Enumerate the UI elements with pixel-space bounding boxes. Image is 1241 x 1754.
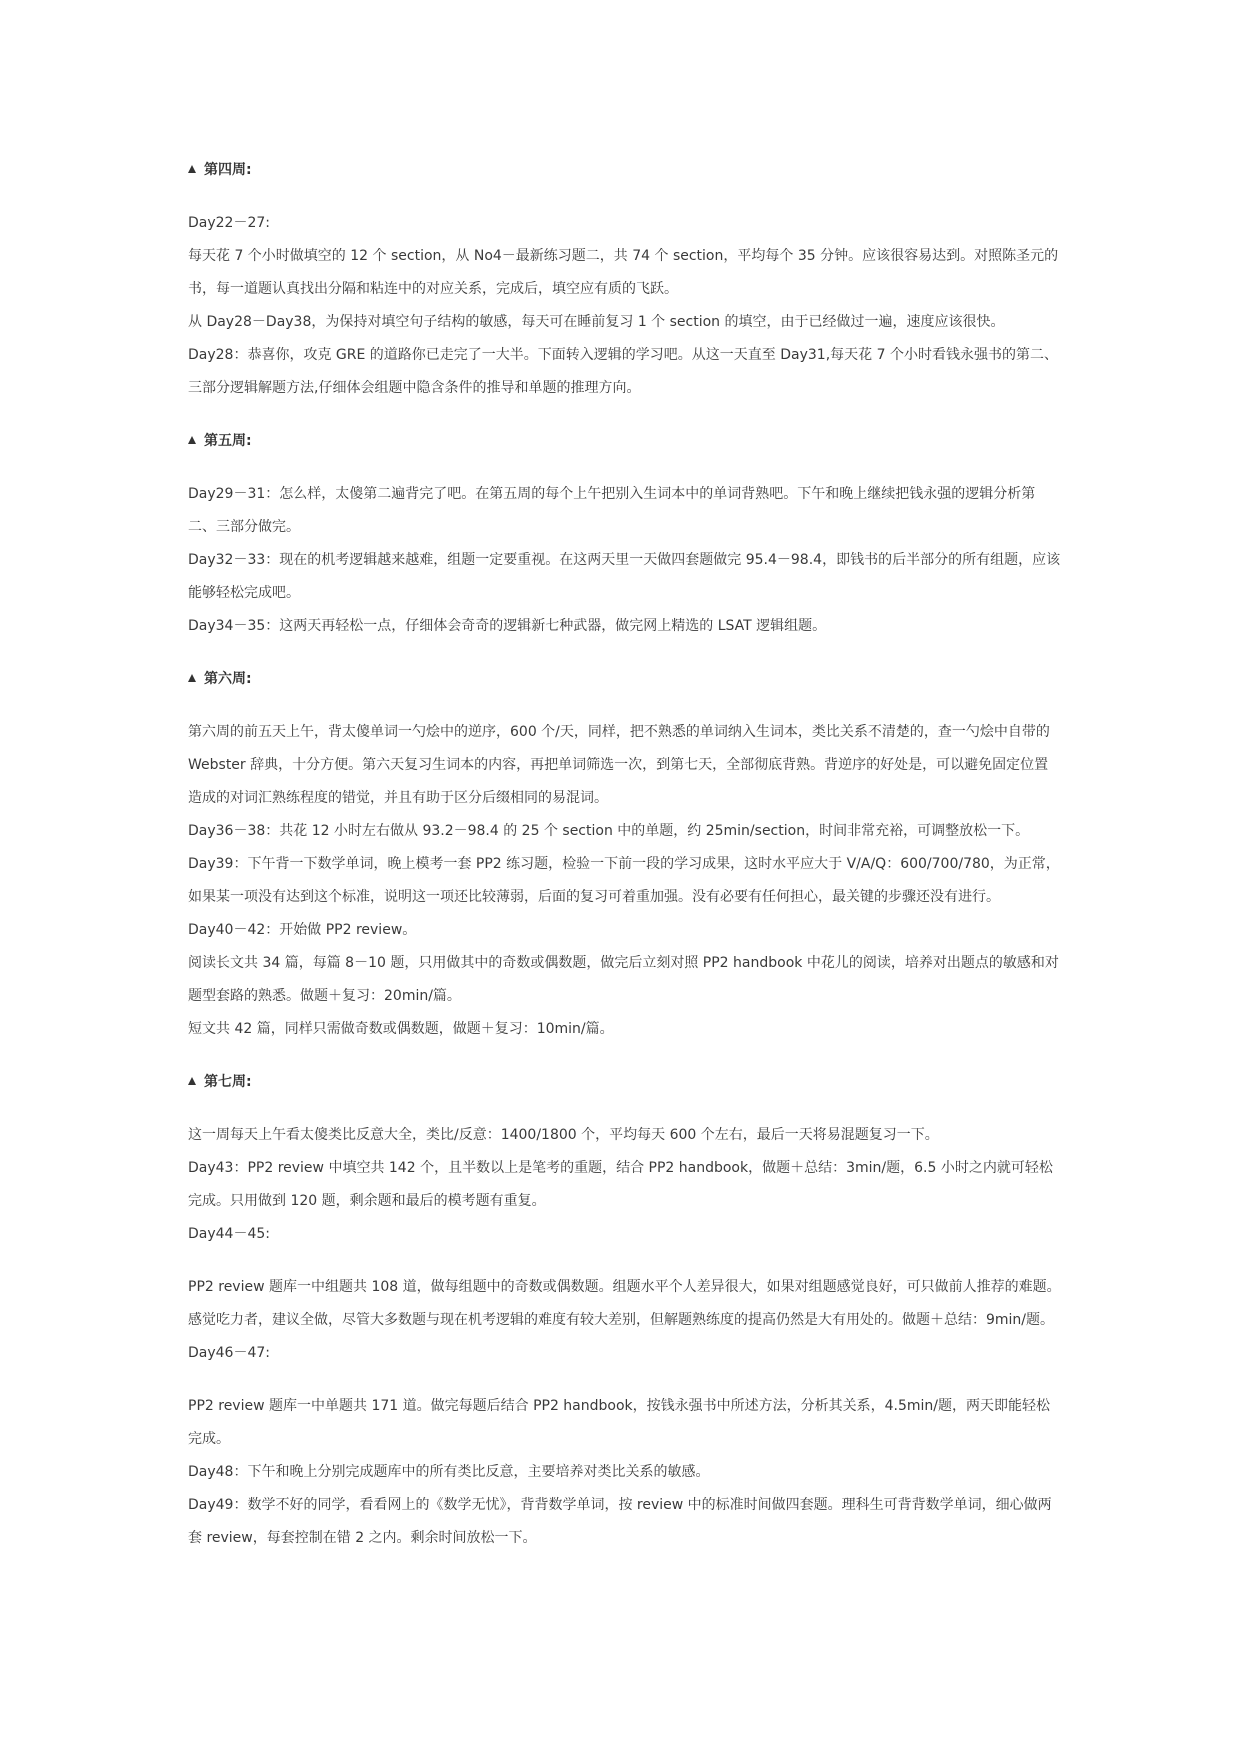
week-heading-label: 第七周: — [204, 1074, 252, 1090]
week-heading — [188, 663, 1062, 696]
week-heading-label: 第四周: — [204, 162, 252, 178]
paragraph: Day44－45: — [188, 1226, 270, 1242]
triangle-bullet-icon — [188, 674, 196, 682]
paragraph: Day46－47: — [188, 1345, 270, 1361]
paragraph: PP2 review 题库一中单题共 171 道。做完每题后结合 PP2 handbook，按钱永强书中所述方法，分析其关系，4.5min/题，两天即能轻松完成。 — [188, 1398, 1051, 1447]
paragraph: 第六周的前五天上午，背太傻单词一勺烩中的逆序，600 个/天，同样，把不熟悉的单词纳入生词本，类比关系不清楚的，查一勺烩中自带的 Webster 辞典，十分方便。第六天复习生词本的内容，再把单词筛选一次，到第七天，全部彻底背熟。背逆序的好处是，可以避免固定位置造成的对词汇熟练程度的错觉，并且有助于区分后缀相同的易混词。 — [188, 724, 1050, 806]
paragraph: Day22－27: — [188, 215, 270, 231]
document-body — [188, 154, 1062, 1555]
paragraph: PP2 review 题库一中组题共 108 道，做每组题中的奇数或偶数题。组题水平个人差异很大，如果对组题感觉良好，可只做前人推荐的难题。感觉吃力者，建议全做，尽管大多数题与现在机考逻辑的难度有较大差别，但解题熟练度的提高仍然是大有用处的。做题＋总结：9min/题。 — [188, 1279, 1061, 1328]
paragraph: Day48：下午和晚上分别完成题库中的所有类比反意，主要培养对类比关系的敏感。 — [188, 1464, 710, 1480]
triangle-bullet-icon — [188, 436, 196, 444]
paragraph: 短文共 42 篇，同样只需做奇数或偶数题，做题＋复习：10min/篇。 — [188, 1021, 614, 1037]
paragraph: Day40－42：开始做 PP2 review。 — [188, 922, 417, 938]
paragraph: Day29－31：怎么样，太傻第二遍背完了吧。在第五周的每个上午把别入生词本中的单词背熟吧。下午和晚上继续把钱永强的逻辑分析第二、三部分做完。 — [188, 486, 1036, 535]
paragraph: Day39：下午背一下数学单词，晚上模考一套 PP2 练习题，检验一下前一段的学习成果，这时水平应大于 V/A/Q：600/700/780，为正常，如果某一项没有达到这个标准，说明这一项还比较薄弱，后面的复习可着重加强。没有必要有任何担心，最关键的步骤还没有进行。 — [188, 856, 1060, 905]
paragraph: Day28：恭喜你，攻克 GRE 的道路你已走完了一大半。下面转入逻辑的学习吧。从这一天直至 Day31,每天花 7 个小时看钱永强书的第二、三部分逻辑解题方法,仔细体会组题中隐含条件的推导和单题的推理方向。 — [188, 347, 1058, 396]
paragraph: Day49：数学不好的同学，看看网上的《数学无忧》，背背数学单词，按 review 中的标准时间做四套题。理科生可背背数学单词，细心做两套 review，每套控制在错 2 之内。剩余时间放松一下。 — [188, 1497, 1052, 1546]
paragraph: 阅读长文共 34 篇，每篇 8－10 题，只用做其中的奇数或偶数题，做完后立刻对照 PP2 handbook 中花儿的阅读，培养对出题点的敏感和对题型套路的熟悉。做题＋复习：20min/篇。 — [188, 955, 1059, 1004]
paragraph: Day43：PP2 review 中填空共 142 个，且半数以上是笔考的重题，结合 PP2 handbook，做题＋总结：3min/题，6.5 小时之内就可轻松完成。只用做到 120 题，剩余题和最后的模考题有重复。 — [188, 1160, 1053, 1209]
paragraph: Day32－33：现在的机考逻辑越来越难，组题一定要重视。在这两天里一天做四套题做完 95.4－98.4，即钱书的后半部分的所有组题，应该能够轻松完成吧。 — [188, 552, 1061, 601]
paragraph: 每天花 7 个小时做填空的 12 个 section，从 No4－最新练习题二，共 74 个 section，平均每个 35 分钟。应该很容易达到。对照陈圣元的书，每一道题认真找出分隔和粘连中的对应关系，完成后，填空应有质的飞跃。 — [188, 248, 1059, 297]
week-heading-label: 第六周: — [204, 671, 252, 687]
paragraph: Day34－35：这两天再轻松一点，仔细体会奇奇的逻辑新七种武器，做完网上精选的 LSAT 逻辑组题。 — [188, 618, 827, 634]
triangle-bullet-icon — [188, 1077, 196, 1085]
week-heading — [188, 1066, 1062, 1099]
paragraph: 这一周每天上午看太傻类比反意大全，类比/反意：1400/1800 个，平均每天 600 个左右，最后一天将易混题复习一下。 — [188, 1127, 939, 1143]
paragraph: 从 Day28－Day38，为保持对填空句子结构的敏感，每天可在睡前复习 1 个 section 的填空，由于已经做过一遍，速度应该很快。 — [188, 314, 1005, 330]
week-heading-label: 第五周: — [204, 433, 252, 449]
week-heading — [188, 425, 1062, 458]
paragraph: Day36－38：共花 12 小时左右做从 93.2－98.4 的 25 个 section 中的单题，约 25min/section，时间非常充裕，可调整放松一下。 — [188, 823, 1030, 839]
triangle-bullet-icon — [188, 165, 196, 173]
week-heading — [188, 154, 1062, 187]
